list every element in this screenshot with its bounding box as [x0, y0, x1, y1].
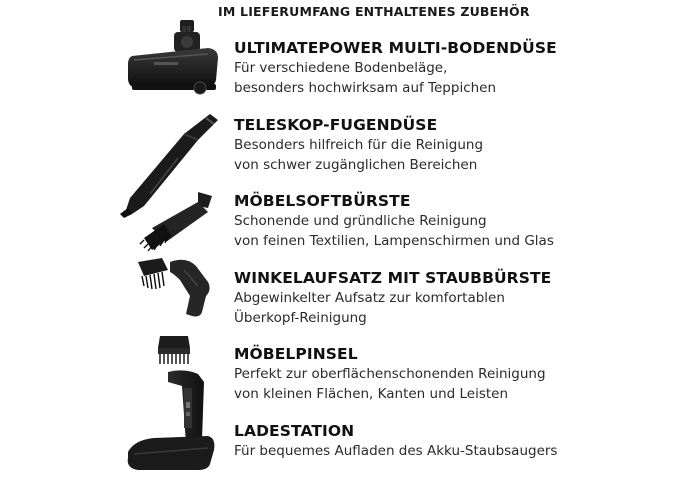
furniture-brush-icon [138, 188, 218, 254]
item-telescopic-crevice-nozzle [234, 115, 483, 175]
item-title: MÖBELSOFTBÜRSTE [234, 192, 411, 210]
item-desc-line: besonders hochwirksam auf Teppichen [234, 80, 497, 96]
item-desc-line: Für verschiedene Bodenbeläge, [234, 60, 448, 76]
item-desc-line: von kleinen Flächen, Kanten und Leisten [234, 386, 509, 402]
item-desc-line: von feinen Textilien, Lampenschirmen und Glas [234, 233, 554, 249]
angled-dust-brush-icon [132, 256, 218, 320]
item-desc-line: Überkopf-Reinigung [234, 310, 367, 326]
floor-nozzle-icon [124, 18, 224, 104]
item-desc-line: Abgewinkelter Aufsatz zur komfortablen [234, 290, 505, 306]
item-title: WINKELAUFSATZ MIT STAUBBÜRSTE [234, 269, 552, 287]
item-title: ULTIMATEPOWER MULTI-BODENDÜSE [234, 39, 557, 57]
item-desc-line: Für bequemes Aufladen des Akku-Staubsaugers [234, 443, 558, 459]
page-header: IM LIEFERUMFANG ENTHALTENES ZUBEHÖR [218, 4, 530, 19]
item-title: TELESKOP-FUGENDÜSE [234, 116, 438, 134]
item-desc-line: Besonders hilfreich für die Reinigung [234, 137, 484, 153]
item-charging-station [234, 421, 557, 461]
item-angled-attachment [234, 268, 551, 328]
item-furniture-brush [234, 344, 546, 404]
item-desc-line: Schonende und gründliche Reinigung [234, 213, 487, 229]
item-desc-line: Perfekt zur oberflächenschonenden Reinigung [234, 366, 546, 382]
item-title: MÖBELPINSEL [234, 345, 358, 363]
item-soft-furniture-brush [234, 191, 554, 251]
furniture-bristle-brush-icon [154, 334, 194, 366]
item-title: LADESTATION [234, 422, 355, 440]
charging-station-icon [124, 368, 218, 474]
item-desc-line: von schwer zugänglichen Bereichen [234, 157, 478, 173]
item-multi-floor-nozzle [234, 38, 557, 98]
